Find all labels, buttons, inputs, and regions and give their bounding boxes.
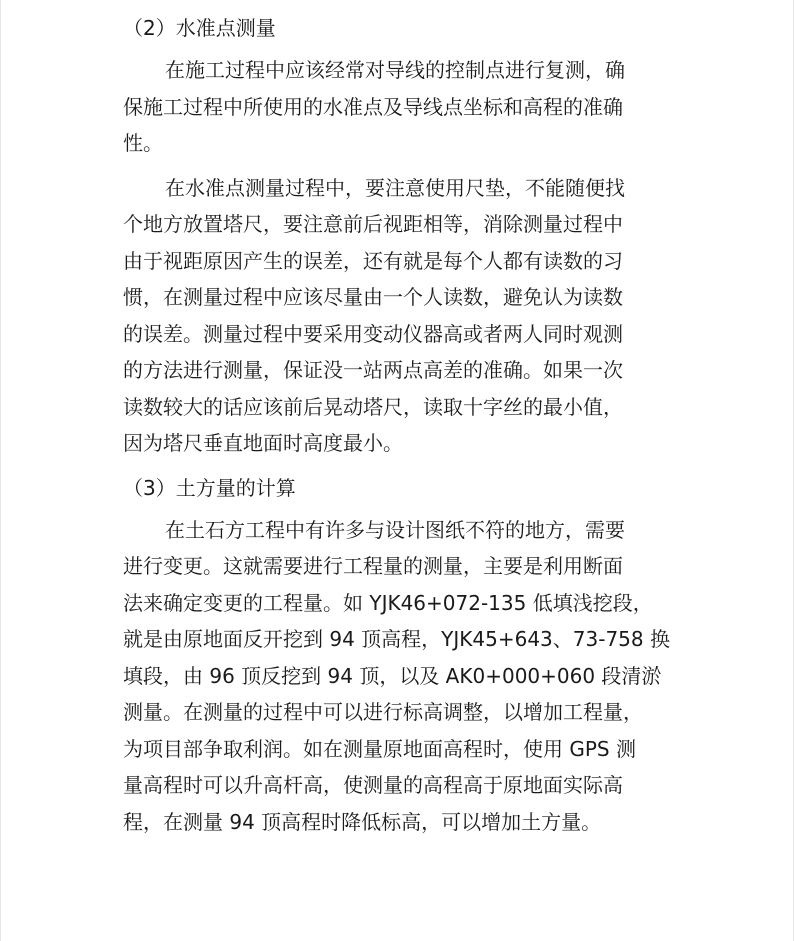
text-line: 法来确定变更的工程量。如 YJK46+072-135 低填浅挖段， [123, 590, 653, 615]
text-line: 的误差。测量过程中要采用变动仪器高或者两人同时观测 [123, 321, 623, 346]
text-line: 为项目部争取利润。如在测量原地面高程时，使用 GPS 测 [123, 736, 636, 761]
paragraph [123, 170, 703, 462]
paragraph [123, 512, 703, 841]
paragraph [123, 52, 703, 162]
text-line: 填段，由 96 顶反挖到 94 顶，以及 AK0+000+060 段清淤 [123, 663, 662, 688]
text-line: 读数较大的话应该前后晃动塔尺，读取十字丝的最小值， [123, 394, 623, 419]
text-line: 进行变更。这就需要进行工程量的测量，主要是利用断面 [123, 554, 623, 578]
text-line: 在施工过程中应该经常对导线的控制点进行复测，确 [165, 58, 625, 82]
text-line: 程，在测量 94 顶高程时降低标高，可以增加土方量。 [123, 809, 602, 834]
document-body [123, 10, 703, 848]
section-heading-earthwork: （3）土方量的计算 [123, 475, 296, 500]
text-line: 在土石方工程中有许多与设计图纸不符的地方，需要 [165, 517, 625, 542]
text-line: 个地方放置塔尺，要注意前后视距相等，消除测量过程中 [123, 212, 623, 236]
text-line: 由于视距原因产生的误差，还有就是每个人都有读数的习 [123, 248, 623, 273]
text-line: 保施工过程中所使用的水准点及导线点坐标和高程的准确 [123, 94, 623, 119]
text-line: 在水准点测量过程中，要注意使用尺垫，不能随便找 [165, 175, 625, 200]
text-line: 惯，在测量过程中应该尽量由一个人读数，避免认为读数 [123, 285, 623, 309]
text-line: 量高程时可以升高杆高，使测量的高程高于原地面实际高 [123, 773, 623, 797]
section-heading-leveling: （2）水准点测量 [123, 16, 276, 40]
text-line: 就是由原地面反开挖到 94 顶高程，YJK45+643、73-758 换 [123, 627, 670, 651]
text-line: 性。 [123, 131, 163, 155]
text-line: 测量。在测量的过程中可以进行标高调整，以增加工程量， [123, 700, 643, 724]
text-line: 因为塔尺垂直地面时高度最小。 [123, 431, 403, 455]
text-line: 的方法进行测量，保证没一站两点高差的准确。如果一次 [123, 358, 623, 382]
